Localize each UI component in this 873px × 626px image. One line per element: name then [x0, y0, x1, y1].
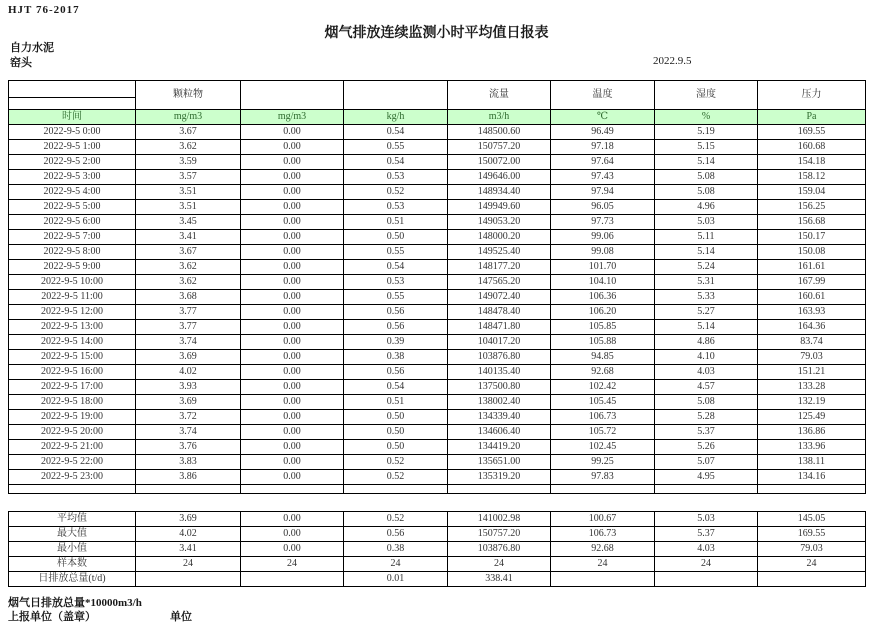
doc-code: HJT 76-2017 [8, 4, 80, 16]
value-cell: 0.00 [241, 275, 344, 290]
row-label-cell: 最大值 [9, 527, 136, 542]
value-cell: 3.69 [136, 350, 241, 365]
value-cell: 0.00 [241, 155, 344, 170]
summary-value-cell: 141002.98 [448, 512, 551, 527]
table-row [9, 305, 866, 320]
table-row [9, 170, 866, 185]
value-cell: 0.53 [344, 170, 448, 185]
value-cell: 0.39 [344, 335, 448, 350]
value-cell: 5.11 [655, 230, 758, 245]
value-cell: 102.42 [551, 380, 655, 395]
summary-value-cell: 0.00 [241, 527, 344, 542]
row-label-cell: 2022-9-5 7:00 [9, 230, 136, 245]
value-cell: 4.86 [655, 335, 758, 350]
value-cell: 3.93 [136, 380, 241, 395]
value-cell: 3.68 [136, 290, 241, 305]
value-cell: 148500.60 [448, 125, 551, 140]
group-header-cell [9, 81, 136, 98]
summary-value-cell: 24 [551, 557, 655, 572]
row-label-cell: 2022-9-5 22:00 [9, 455, 136, 470]
row-label-cell: 日排放总量(t/d) [9, 572, 136, 587]
value-cell: 97.43 [551, 170, 655, 185]
unit-header-cell: ℃ [551, 110, 655, 125]
value-cell: 132.19 [758, 395, 866, 410]
value-cell: 5.27 [655, 305, 758, 320]
summary-value-cell: 3.41 [136, 542, 241, 557]
summary-value-cell: 106.73 [551, 527, 655, 542]
unit-label: 单位 [170, 611, 192, 623]
row-label-cell: 2022-9-5 13:00 [9, 320, 136, 335]
value-cell: 104017.20 [448, 335, 551, 350]
value-cell: 133.28 [758, 380, 866, 395]
value-cell: 134339.40 [448, 410, 551, 425]
value-cell: 99.06 [551, 230, 655, 245]
value-cell: 83.74 [758, 335, 866, 350]
value-cell: 0.00 [241, 440, 344, 455]
group-header-cell: 湿度 [655, 81, 758, 110]
summary-value-cell [758, 572, 866, 587]
value-cell: 125.49 [758, 410, 866, 425]
summary-value-cell [551, 572, 655, 587]
value-cell: 94.85 [551, 350, 655, 365]
summary-value-cell: 145.05 [758, 512, 866, 527]
value-cell: 5.15 [655, 140, 758, 155]
unit-header-cell: % [655, 110, 758, 125]
value-cell: 0.00 [241, 380, 344, 395]
row-label-cell: 2022-9-5 12:00 [9, 305, 136, 320]
summary-value-cell [655, 572, 758, 587]
row-label-cell: 2022-9-5 11:00 [9, 290, 136, 305]
value-cell: 0.51 [344, 215, 448, 230]
blank-row [9, 485, 866, 494]
value-cell: 3.77 [136, 305, 241, 320]
value-cell: 0.54 [344, 260, 448, 275]
value-cell: 3.86 [136, 470, 241, 485]
summary-value-cell: 0.38 [344, 542, 448, 557]
summary-value-cell: 24 [344, 557, 448, 572]
value-cell: 0.00 [241, 185, 344, 200]
row-label-cell: 最小值 [9, 542, 136, 557]
row-label-cell: 2022-9-5 14:00 [9, 335, 136, 350]
value-cell: 0.56 [344, 320, 448, 335]
value-cell: 0.00 [241, 455, 344, 470]
value-cell: 167.99 [758, 275, 866, 290]
value-cell: 0.00 [241, 305, 344, 320]
table-row [9, 542, 866, 557]
value-cell: 156.25 [758, 200, 866, 215]
table-row [9, 410, 866, 425]
table-row [9, 125, 866, 140]
value-cell: 135651.00 [448, 455, 551, 470]
table-row [9, 335, 866, 350]
value-cell: 148471.80 [448, 320, 551, 335]
unit-header-cell: mg/m3 [136, 110, 241, 125]
value-cell: 105.88 [551, 335, 655, 350]
value-cell: 3.72 [136, 410, 241, 425]
value-cell: 169.55 [758, 125, 866, 140]
value-cell: 0.00 [241, 230, 344, 245]
value-cell: 0.00 [241, 170, 344, 185]
value-cell: 150.08 [758, 245, 866, 260]
value-cell: 137500.80 [448, 380, 551, 395]
value-cell: 136.86 [758, 425, 866, 440]
value-cell: 0.52 [344, 185, 448, 200]
table-row [9, 200, 866, 215]
row-label-cell: 平均值 [9, 512, 136, 527]
value-cell: 105.45 [551, 395, 655, 410]
value-cell: 150.17 [758, 230, 866, 245]
value-cell: 97.73 [551, 215, 655, 230]
value-cell: 5.19 [655, 125, 758, 140]
value-cell: 0.00 [241, 410, 344, 425]
value-cell: 0.00 [241, 215, 344, 230]
value-cell: 134.16 [758, 470, 866, 485]
row-label-cell: 2022-9-5 19:00 [9, 410, 136, 425]
summary-value-cell: 24 [655, 557, 758, 572]
summary-value-cell [241, 572, 344, 587]
summary-table [8, 511, 866, 587]
value-cell: 0.00 [241, 365, 344, 380]
monitoring-table [8, 80, 866, 494]
summary-value-cell: 5.03 [655, 512, 758, 527]
table-row [9, 230, 866, 245]
summary-value-cell: 24 [448, 557, 551, 572]
blank-cell [136, 485, 241, 494]
value-cell: 0.00 [241, 350, 344, 365]
table-row [9, 425, 866, 440]
group-header-cell [9, 98, 136, 110]
value-cell: 4.02 [136, 365, 241, 380]
value-cell: 0.50 [344, 230, 448, 245]
value-cell: 160.61 [758, 290, 866, 305]
value-cell: 4.96 [655, 200, 758, 215]
group-header-cell: 颗粒物 [136, 81, 241, 110]
value-cell: 79.03 [758, 350, 866, 365]
group-header-cell [241, 81, 344, 110]
value-cell: 0.00 [241, 470, 344, 485]
blank-cell [655, 485, 758, 494]
row-label-cell: 2022-9-5 20:00 [9, 425, 136, 440]
value-cell: 3.67 [136, 245, 241, 260]
summary-value-cell: 0.00 [241, 512, 344, 527]
value-cell: 149525.40 [448, 245, 551, 260]
table-row [9, 260, 866, 275]
value-cell: 0.00 [241, 125, 344, 140]
table-row [9, 350, 866, 365]
report-title: 烟气排放连续监测小时平均值日报表 [324, 26, 549, 41]
value-cell: 148478.40 [448, 305, 551, 320]
summary-value-cell: 92.68 [551, 542, 655, 557]
value-cell: 5.08 [655, 170, 758, 185]
value-cell: 92.68 [551, 365, 655, 380]
row-label-cell: 2022-9-5 5:00 [9, 200, 136, 215]
value-cell: 0.53 [344, 275, 448, 290]
row-label-cell: 2022-9-5 21:00 [9, 440, 136, 455]
table-row [9, 440, 866, 455]
value-cell: 149949.60 [448, 200, 551, 215]
summary-value-cell: 24 [136, 557, 241, 572]
value-cell: 4.95 [655, 470, 758, 485]
value-cell: 97.83 [551, 470, 655, 485]
blank-cell [241, 485, 344, 494]
value-cell: 134419.20 [448, 440, 551, 455]
value-cell: 149072.40 [448, 290, 551, 305]
value-cell: 3.41 [136, 230, 241, 245]
value-cell: 0.54 [344, 125, 448, 140]
value-cell: 3.69 [136, 395, 241, 410]
value-cell: 0.38 [344, 350, 448, 365]
value-cell: 138.11 [758, 455, 866, 470]
value-cell: 5.26 [655, 440, 758, 455]
value-cell: 133.96 [758, 440, 866, 455]
table-row [9, 512, 866, 527]
value-cell: 3.62 [136, 260, 241, 275]
summary-value-cell: 169.55 [758, 527, 866, 542]
value-cell: 0.00 [241, 290, 344, 305]
value-cell: 140135.40 [448, 365, 551, 380]
group-header-cell [344, 81, 448, 110]
table-row [9, 455, 866, 470]
row-label-cell: 2022-9-5 16:00 [9, 365, 136, 380]
value-cell: 106.36 [551, 290, 655, 305]
value-cell: 0.50 [344, 440, 448, 455]
value-cell: 148934.40 [448, 185, 551, 200]
value-cell: 102.45 [551, 440, 655, 455]
group-header-cell: 温度 [551, 81, 655, 110]
value-cell: 0.00 [241, 425, 344, 440]
value-cell: 97.18 [551, 140, 655, 155]
group-header-cell: 流量 [448, 81, 551, 110]
table-row [9, 245, 866, 260]
value-cell: 5.08 [655, 185, 758, 200]
value-cell: 148177.20 [448, 260, 551, 275]
value-cell: 151.21 [758, 365, 866, 380]
row-label-cell: 2022-9-5 23:00 [9, 470, 136, 485]
blank-cell [758, 485, 866, 494]
value-cell: 0.56 [344, 305, 448, 320]
value-cell: 161.61 [758, 260, 866, 275]
value-cell: 148000.20 [448, 230, 551, 245]
value-cell: 4.57 [655, 380, 758, 395]
value-cell: 105.72 [551, 425, 655, 440]
group-header-row [9, 81, 866, 98]
table-row [9, 215, 866, 230]
value-cell: 106.20 [551, 305, 655, 320]
table-row [9, 275, 866, 290]
report-date: 2022.9.5 [653, 55, 692, 67]
value-cell: 0.56 [344, 365, 448, 380]
value-cell: 138002.40 [448, 395, 551, 410]
value-cell: 5.07 [655, 455, 758, 470]
summary-value-cell: 150757.20 [448, 527, 551, 542]
table-row [9, 140, 866, 155]
unit-header-cell: m3/h [448, 110, 551, 125]
table-row [9, 365, 866, 380]
value-cell: 154.18 [758, 155, 866, 170]
row-label-cell: 2022-9-5 18:00 [9, 395, 136, 410]
table-row [9, 395, 866, 410]
summary-value-cell: 0.56 [344, 527, 448, 542]
unit-header-row [9, 110, 866, 125]
value-cell: 164.36 [758, 320, 866, 335]
summary-value-cell: 4.03 [655, 542, 758, 557]
value-cell: 3.83 [136, 455, 241, 470]
summary-value-cell: 4.02 [136, 527, 241, 542]
value-cell: 5.03 [655, 215, 758, 230]
value-cell: 97.94 [551, 185, 655, 200]
row-label-cell: 2022-9-5 8:00 [9, 245, 136, 260]
summary-value-cell: 0.52 [344, 512, 448, 527]
table-row [9, 527, 866, 542]
value-cell: 0.51 [344, 395, 448, 410]
blank-cell [448, 485, 551, 494]
value-cell: 0.50 [344, 425, 448, 440]
table-row [9, 155, 866, 170]
value-cell: 149053.20 [448, 215, 551, 230]
value-cell: 158.12 [758, 170, 866, 185]
table-row [9, 185, 866, 200]
value-cell: 3.77 [136, 320, 241, 335]
value-cell: 0.00 [241, 200, 344, 215]
value-cell: 5.14 [655, 320, 758, 335]
value-cell: 4.03 [655, 365, 758, 380]
value-cell: 134606.40 [448, 425, 551, 440]
unit-header-cell: mg/m3 [241, 110, 344, 125]
value-cell: 5.31 [655, 275, 758, 290]
value-cell: 5.24 [655, 260, 758, 275]
value-cell: 0.54 [344, 380, 448, 395]
row-label-cell: 2022-9-5 3:00 [9, 170, 136, 185]
table-row [9, 572, 866, 587]
value-cell: 0.00 [241, 320, 344, 335]
value-cell: 5.14 [655, 245, 758, 260]
value-cell: 0.00 [241, 335, 344, 350]
value-cell: 0.55 [344, 245, 448, 260]
value-cell: 106.73 [551, 410, 655, 425]
value-cell: 150757.20 [448, 140, 551, 155]
unit-header-cell: kg/h [344, 110, 448, 125]
summary-value-cell: 79.03 [758, 542, 866, 557]
summary-value-cell [136, 572, 241, 587]
row-label-cell: 2022-9-5 9:00 [9, 260, 136, 275]
table-row [9, 380, 866, 395]
value-cell: 159.04 [758, 185, 866, 200]
value-cell: 3.74 [136, 335, 241, 350]
row-label-cell: 2022-9-5 4:00 [9, 185, 136, 200]
summary-value-cell: 24 [758, 557, 866, 572]
value-cell: 3.45 [136, 215, 241, 230]
value-cell: 0.00 [241, 260, 344, 275]
value-cell: 96.05 [551, 200, 655, 215]
value-cell: 5.14 [655, 155, 758, 170]
value-cell: 101.70 [551, 260, 655, 275]
row-label-cell: 2022-9-5 10:00 [9, 275, 136, 290]
table-row [9, 320, 866, 335]
value-cell: 0.00 [241, 245, 344, 260]
summary-value-cell: 100.67 [551, 512, 655, 527]
value-cell: 0.52 [344, 470, 448, 485]
value-cell: 160.68 [758, 140, 866, 155]
report-unit-label: 上报单位（盖章） [8, 611, 96, 623]
station-name: 窑头 [10, 57, 32, 69]
row-label-cell: 2022-9-5 2:00 [9, 155, 136, 170]
value-cell: 104.10 [551, 275, 655, 290]
blank-cell [344, 485, 448, 494]
row-label-cell: 2022-9-5 15:00 [9, 350, 136, 365]
value-cell: 149646.00 [448, 170, 551, 185]
value-cell: 0.53 [344, 200, 448, 215]
value-cell: 0.50 [344, 410, 448, 425]
unit-header-cell: Pa [758, 110, 866, 125]
value-cell: 147565.20 [448, 275, 551, 290]
company-name: 自力水泥 [10, 42, 54, 54]
value-cell: 3.76 [136, 440, 241, 455]
value-cell: 5.37 [655, 425, 758, 440]
table-row [9, 557, 866, 572]
value-cell: 105.85 [551, 320, 655, 335]
value-cell: 3.67 [136, 125, 241, 140]
value-cell: 96.49 [551, 125, 655, 140]
value-cell: 97.64 [551, 155, 655, 170]
value-cell: 99.25 [551, 455, 655, 470]
row-label-cell: 2022-9-5 17:00 [9, 380, 136, 395]
row-label-cell: 2022-9-5 0:00 [9, 125, 136, 140]
value-cell: 4.10 [655, 350, 758, 365]
summary-value-cell: 5.37 [655, 527, 758, 542]
value-cell: 5.08 [655, 395, 758, 410]
value-cell: 99.08 [551, 245, 655, 260]
value-cell: 5.33 [655, 290, 758, 305]
summary-value-cell: 0.00 [241, 542, 344, 557]
row-label-cell: 2022-9-5 1:00 [9, 140, 136, 155]
value-cell: 3.62 [136, 140, 241, 155]
value-cell: 3.51 [136, 200, 241, 215]
unit-header-cell: 时间 [9, 110, 136, 125]
summary-value-cell: 338.41 [448, 572, 551, 587]
value-cell: 3.74 [136, 425, 241, 440]
value-cell: 0.55 [344, 290, 448, 305]
value-cell: 150072.00 [448, 155, 551, 170]
summary-value-cell: 24 [241, 557, 344, 572]
summary-value-cell: 3.69 [136, 512, 241, 527]
group-header-cell: 压力 [758, 81, 866, 110]
summary-value-cell: 0.01 [344, 572, 448, 587]
value-cell: 103876.80 [448, 350, 551, 365]
value-cell: 3.51 [136, 185, 241, 200]
table-row [9, 290, 866, 305]
value-cell: 0.00 [241, 395, 344, 410]
value-cell: 163.93 [758, 305, 866, 320]
blank-cell [551, 485, 655, 494]
value-cell: 0.52 [344, 455, 448, 470]
table-row [9, 470, 866, 485]
footer-note: 烟气日排放总量*10000m3/h [8, 597, 142, 609]
summary-value-cell: 103876.80 [448, 542, 551, 557]
value-cell: 156.68 [758, 215, 866, 230]
row-label-cell: 样本数 [9, 557, 136, 572]
value-cell: 0.55 [344, 140, 448, 155]
value-cell: 3.59 [136, 155, 241, 170]
row-label-cell: 2022-9-5 6:00 [9, 215, 136, 230]
value-cell: 0.00 [241, 140, 344, 155]
blank-cell [9, 485, 136, 494]
value-cell: 3.62 [136, 275, 241, 290]
value-cell: 5.28 [655, 410, 758, 425]
value-cell: 3.57 [136, 170, 241, 185]
value-cell: 0.54 [344, 155, 448, 170]
value-cell: 135319.20 [448, 470, 551, 485]
